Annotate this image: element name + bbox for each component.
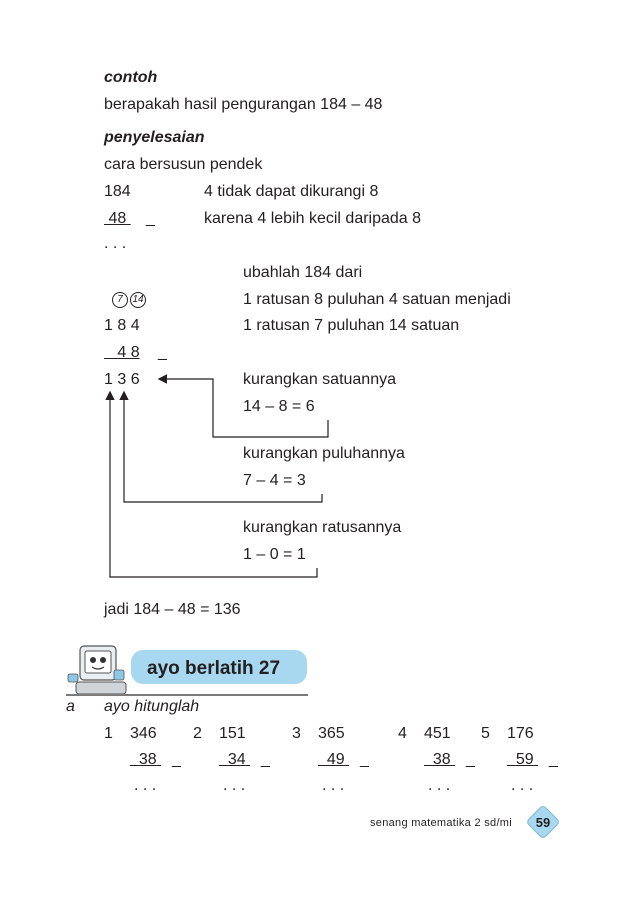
step1-note-2: karena 4 lebih kecil daripada 8 <box>204 210 422 227</box>
method-label: cara bersusun pendek <box>104 156 263 173</box>
header-underline <box>66 694 308 696</box>
page-number-box <box>526 805 560 839</box>
problem-number: 2 <box>193 725 202 742</box>
ones-note-1: kurangkan satuannya <box>243 371 396 388</box>
problem-top-number: 151 <box>219 725 246 742</box>
problem-bottom-number: 34 <box>227 751 246 768</box>
hundreds-note-1: kurangkan ratusannya <box>243 519 402 536</box>
tens-note-2: 7 – 4 = 3 <box>243 472 306 489</box>
problem-result: . . . <box>322 777 345 794</box>
step1-result: . . . <box>104 235 127 252</box>
section-letter: a <box>66 698 75 715</box>
problem-top-number: 365 <box>318 725 345 742</box>
solution-heading: penyelesaian <box>104 129 205 146</box>
step2-top-number: 1 8 4 <box>104 317 140 334</box>
problem-number: 3 <box>292 725 301 742</box>
exercise-badge <box>131 650 307 684</box>
problem-bottom-number: 49 <box>326 751 345 768</box>
tens-note-1: kurangkan puluhannya <box>243 445 405 462</box>
example-heading: contoh <box>104 69 158 86</box>
problem-top-number: 176 <box>507 725 534 742</box>
problem-result: . . . <box>223 777 246 794</box>
problem-minus-sign: _ <box>360 751 369 768</box>
change-note-2: 1 ratusan 8 puluhan 4 satuan menjadi <box>243 291 511 308</box>
problem-result: . . . <box>511 777 534 794</box>
step1-top-number: 184 <box>104 183 131 200</box>
page-number: 59 <box>535 815 551 830</box>
problem-minus-sign: _ <box>466 751 475 768</box>
problem-bottom-number: 38 <box>432 751 451 768</box>
step2-minus-sign: _ <box>158 344 167 361</box>
ones-note-2: 14 – 8 = 6 <box>243 398 315 415</box>
step2-bottom-number: 4 8 <box>117 344 140 361</box>
problem-number: 4 <box>398 725 407 742</box>
change-note-3: 1 ratusan 7 puluhan 14 satuan <box>243 317 460 334</box>
problem-minus-sign: _ <box>549 751 558 768</box>
book-title: senang matematika 2 sd/mi <box>370 817 513 829</box>
problem-bottom-number: 59 <box>515 751 534 768</box>
problem-bottom-number: 38 <box>138 751 157 768</box>
problem-number: 5 <box>481 725 490 742</box>
tens-connector <box>124 393 322 502</box>
exercise-badge-label: ayo berlatih 27 <box>147 658 281 679</box>
borrow-ones-circle: 14 <box>130 292 146 308</box>
problem-minus-sign: _ <box>172 751 181 768</box>
computer-mascot-icon <box>66 640 132 700</box>
ones-connector <box>160 379 328 437</box>
conclusion: jadi 184 – 48 = 136 <box>104 601 241 618</box>
step1-minus-sign: _ <box>146 210 155 227</box>
problem-result: . . . <box>134 777 157 794</box>
problem-result: . . . <box>428 777 451 794</box>
step1-note-1: 4 tidak dapat dikurangi 8 <box>204 183 379 200</box>
problem-top-number: 346 <box>130 725 157 742</box>
hundreds-note-2: 1 – 0 = 1 <box>243 546 306 563</box>
exercise-instruction: ayo hitunglah <box>104 698 200 715</box>
change-note-1: ubahlah 184 dari <box>243 264 363 281</box>
borrow-tens-circle: 7 <box>112 292 128 308</box>
problem-minus-sign: _ <box>261 751 270 768</box>
problem-top-number: 451 <box>424 725 451 742</box>
step1-bottom-number: 48 <box>108 210 127 227</box>
step2-result: 1 3 6 <box>104 371 140 388</box>
problem-number: 1 <box>104 725 113 742</box>
example-question: berapakah hasil pengurangan 184 – 48 <box>104 96 383 113</box>
